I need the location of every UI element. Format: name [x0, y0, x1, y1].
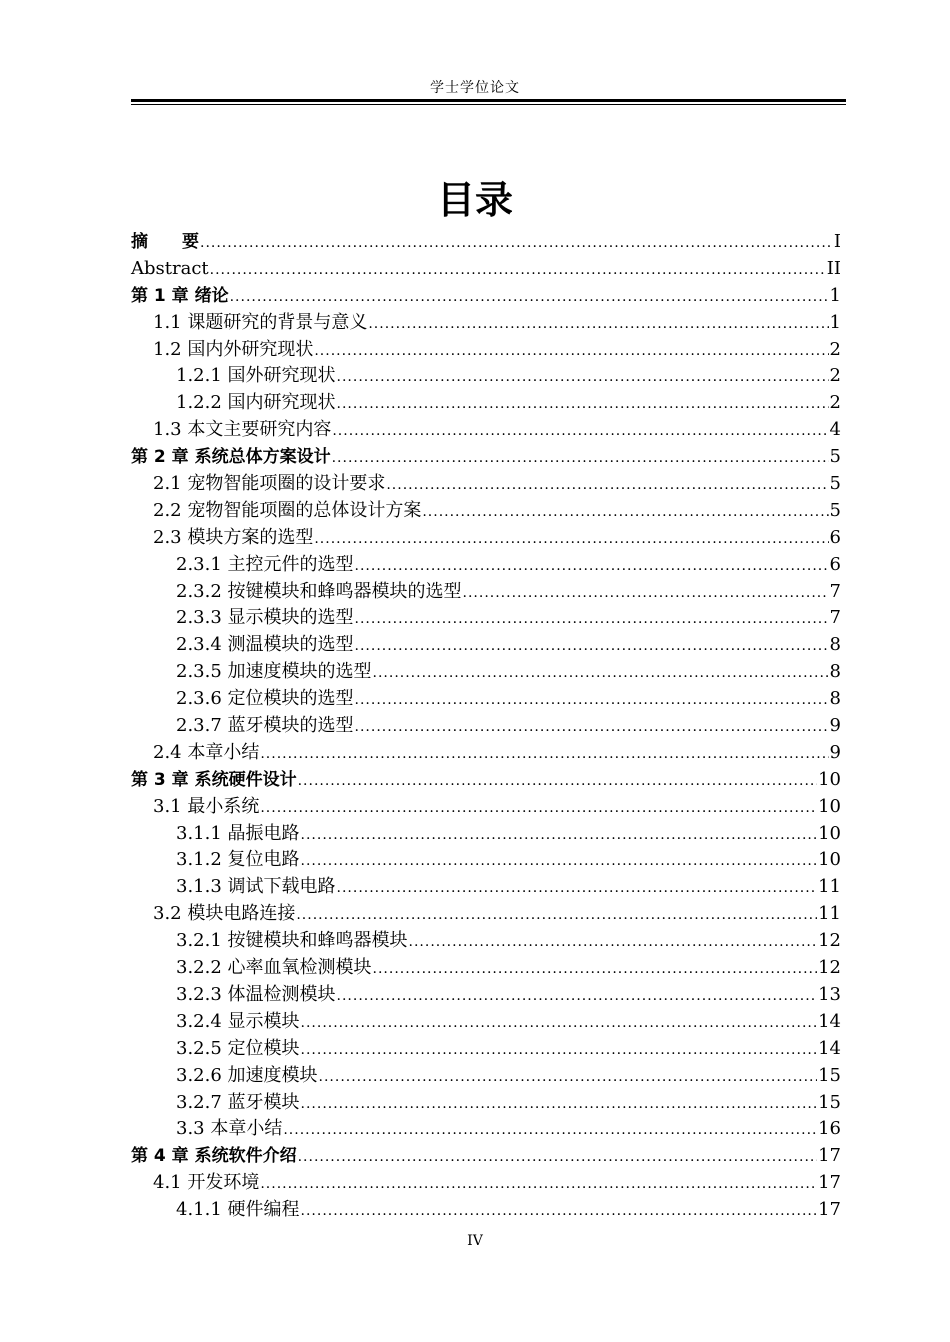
toc-entry-page: 15 [818, 1064, 841, 1086]
toc-entry-page: 17 [818, 1145, 841, 1167]
toc-entry[interactable] [131, 874, 841, 901]
toc-dot-leader [332, 445, 829, 472]
toc-dot-leader [200, 230, 833, 257]
toc-entry-page: 10 [818, 795, 841, 817]
toc-entry-label: 3.2.6 加速度模块 [176, 1064, 318, 1086]
toc-entry-label: 3.2 模块电路连接 [153, 903, 296, 925]
toc-entry[interactable] [131, 686, 841, 713]
toc-entry-page: 17 [818, 1172, 841, 1194]
toc-dot-leader [463, 580, 829, 607]
toc-entry-page: 11 [818, 876, 841, 898]
toc-entry[interactable] [131, 1170, 841, 1197]
toc-entry-page: 14 [818, 1010, 841, 1032]
running-header: 学士学位论文 [430, 80, 520, 96]
toc-entry-page: I [833, 231, 841, 252]
toc-entry-page: 6 [829, 553, 841, 575]
toc-entry[interactable] [131, 821, 841, 848]
toc-dot-leader [296, 902, 817, 929]
toc-entry-page: 9 [829, 741, 841, 763]
toc-entry[interactable] [131, 363, 841, 390]
toc-entry-page: 1 [829, 284, 841, 306]
toc-entry[interactable] [131, 632, 841, 659]
toc-dot-leader [337, 391, 829, 418]
toc-entry-label: 摘 要 [131, 232, 199, 252]
toc-entry-page: 2 [829, 338, 841, 360]
toc-entry-page: 12 [818, 957, 841, 979]
toc-entry[interactable] [131, 417, 841, 444]
toc-entry-label: 3.1.1 晶振电路 [176, 822, 300, 844]
toc-entry-label: 4.1.1 硬件编程 [176, 1199, 300, 1221]
page-title: 目录 [436, 178, 513, 222]
toc-entry[interactable] [131, 901, 841, 928]
toc-entry-label: 3.2.4 显示模块 [176, 1010, 300, 1032]
toc-entry-label: 第 2 章 系统总体方案设计 [131, 447, 331, 468]
toc-entry-page: 14 [818, 1037, 841, 1059]
toc-dot-leader [283, 1117, 817, 1144]
toc-entry[interactable] [131, 471, 841, 498]
toc-entry[interactable] [131, 390, 841, 417]
toc-dot-leader [337, 364, 829, 391]
toc-entry-label: 第 1 章 绪论 [131, 285, 229, 306]
toc-entry-label: 第 4 章 系统软件介绍 [131, 1146, 297, 1167]
toc-entry-page: 10 [818, 849, 841, 871]
toc-entry[interactable] [131, 955, 841, 982]
toc-entry-page: 2 [829, 365, 841, 387]
toc-entry-page: 7 [829, 607, 841, 629]
toc-entry-page: 2 [829, 392, 841, 414]
toc-entry[interactable] [131, 498, 841, 525]
toc-entry[interactable] [131, 444, 841, 471]
toc-dot-leader [301, 848, 818, 875]
toc-entry[interactable] [131, 310, 841, 337]
toc-dot-leader [301, 1010, 818, 1037]
toc-entry[interactable] [131, 1116, 841, 1143]
toc-entry[interactable] [131, 1036, 841, 1063]
toc-entry[interactable] [131, 928, 841, 955]
toc-entry-page: 6 [829, 526, 841, 548]
toc-dot-leader [373, 660, 829, 687]
toc-entry-label: 2.3.4 测温模块的选型 [176, 634, 354, 656]
toc-entry-label: 2.3.6 定位模块的选型 [176, 688, 354, 710]
toc-entry-label: 3.2.5 定位模块 [176, 1037, 300, 1059]
toc-entry-page: 7 [829, 580, 841, 602]
toc-dot-leader [210, 257, 826, 284]
toc-entry-label: 2.2 宠物智能项圈的总体设计方案 [153, 499, 422, 521]
toc-entry[interactable] [131, 1063, 841, 1090]
toc-entry-page: 15 [818, 1091, 841, 1113]
page-number: IV [467, 1233, 483, 1249]
toc-entry[interactable] [131, 337, 841, 364]
toc-entry-page: 4 [829, 419, 841, 441]
toc-dot-leader [260, 741, 828, 768]
toc-entry-page: 13 [818, 983, 841, 1005]
toc-dot-leader [355, 553, 829, 580]
toc-entry[interactable] [131, 794, 841, 821]
toc-dot-leader [301, 1037, 818, 1064]
toc-entry[interactable] [131, 283, 841, 310]
toc-entry-page: 10 [818, 822, 841, 844]
toc-entry-page: 10 [818, 768, 841, 790]
toc-dot-leader [368, 311, 828, 338]
toc-entry[interactable] [131, 605, 841, 632]
toc-dot-leader [355, 606, 829, 633]
toc-entry-label: 3.2.3 体温检测模块 [176, 983, 336, 1005]
toc-entry[interactable] [131, 767, 841, 794]
toc-entry[interactable] [131, 229, 841, 256]
toc-entry[interactable] [131, 713, 841, 740]
toc-entry-label: 4.1 开发环境 [153, 1172, 260, 1194]
toc-entry[interactable] [131, 525, 841, 552]
toc-entry[interactable] [131, 982, 841, 1009]
toc-entry-label: 2.3.1 主控元件的选型 [176, 553, 354, 575]
toc-entry-page: 9 [829, 715, 841, 737]
toc-entry-label: 2.3.5 加速度模块的选型 [176, 661, 372, 683]
toc-entry-page: 5 [829, 473, 841, 495]
toc-entry[interactable] [131, 740, 841, 767]
toc-entry[interactable] [131, 659, 841, 686]
toc-entry-page: 8 [829, 634, 841, 656]
toc-entry-label: 3.1.3 调试下载电路 [176, 876, 336, 898]
toc-dot-leader [301, 1091, 818, 1118]
toc-dot-leader [337, 983, 818, 1010]
toc-entry[interactable] [131, 1143, 841, 1170]
toc-entry-page: 8 [829, 688, 841, 710]
toc-entry[interactable] [131, 552, 841, 579]
toc-entry-label: 2.4 本章小结 [153, 741, 260, 763]
toc-entry-label: 2.3.3 显示模块的选型 [176, 607, 354, 629]
header-rule-thin [131, 104, 846, 105]
toc-dot-leader [301, 1198, 818, 1225]
toc-dot-leader [260, 795, 817, 822]
toc-entry-page: 5 [829, 446, 841, 468]
toc-dot-leader [301, 822, 818, 849]
toc-dot-leader [422, 499, 828, 526]
toc-dot-leader [409, 929, 818, 956]
toc-entry-page: II [826, 257, 841, 279]
toc-entry-page: 12 [818, 930, 841, 952]
toc-dot-leader [298, 1144, 818, 1171]
toc-entry-label: 1.2.1 国外研究现状 [176, 365, 336, 387]
toc-entry-label: 3.1 最小系统 [153, 795, 260, 817]
toc-entry-label: 2.3.2 按键模块和蜂鸣器模块的选型 [176, 580, 462, 602]
toc-entry-label: 1.2.2 国内研究现状 [176, 392, 336, 414]
toc-entry-page: 11 [818, 903, 841, 925]
toc-dot-leader [355, 687, 829, 714]
toc-entry[interactable] [131, 1197, 841, 1224]
toc-entry-label: 3.1.2 复位电路 [176, 849, 300, 871]
toc-entry-label: 2.1 宠物智能项圈的设计要求 [153, 473, 386, 495]
toc-entry[interactable] [131, 1009, 841, 1036]
toc-entry-page: 16 [818, 1118, 841, 1140]
toc-dot-leader [337, 875, 818, 902]
toc-entry-label: 1.2 国内外研究现状 [153, 338, 314, 360]
toc-entry-label: 2.3 模块方案的选型 [153, 526, 314, 548]
toc-entry-page: 5 [829, 499, 841, 521]
toc-entry[interactable] [131, 1090, 841, 1117]
toc-dot-leader [373, 956, 818, 983]
toc-entry-page: 8 [829, 661, 841, 683]
toc-dot-leader [230, 284, 829, 311]
toc-entry-label: 1.3 本文主要研究内容 [153, 419, 332, 441]
toc-entry[interactable] [131, 579, 841, 606]
toc-dot-leader [314, 338, 828, 365]
toc-dot-leader [332, 418, 828, 445]
toc-entry-page: 17 [818, 1199, 841, 1221]
toc-entry-label: 3.2.1 按键模块和蜂鸣器模块 [176, 930, 408, 952]
table-of-contents [131, 229, 841, 1224]
toc-dot-leader [355, 633, 829, 660]
toc-entry[interactable] [131, 847, 841, 874]
toc-dot-leader [386, 472, 828, 499]
toc-entry[interactable] [131, 256, 841, 283]
toc-entry-label: Abstract [131, 257, 209, 279]
header-rule-thick [131, 99, 846, 102]
toc-dot-leader [319, 1064, 818, 1091]
toc-entry-page: 1 [829, 311, 841, 333]
toc-entry-label: 1.1 课题研究的背景与意义 [153, 311, 368, 333]
toc-entry-label: 3.3 本章小结 [176, 1118, 283, 1140]
toc-entry-label: 3.2.7 蓝牙模块 [176, 1091, 300, 1113]
toc-dot-leader [260, 1171, 817, 1198]
toc-entry-label: 2.3.7 蓝牙模块的选型 [176, 715, 354, 737]
toc-dot-leader [298, 768, 818, 795]
toc-entry-label: 第 3 章 系统硬件设计 [131, 769, 297, 790]
toc-entry-label: 3.2.2 心率血氧检测模块 [176, 957, 372, 979]
toc-dot-leader [314, 526, 828, 553]
toc-dot-leader [355, 714, 829, 741]
